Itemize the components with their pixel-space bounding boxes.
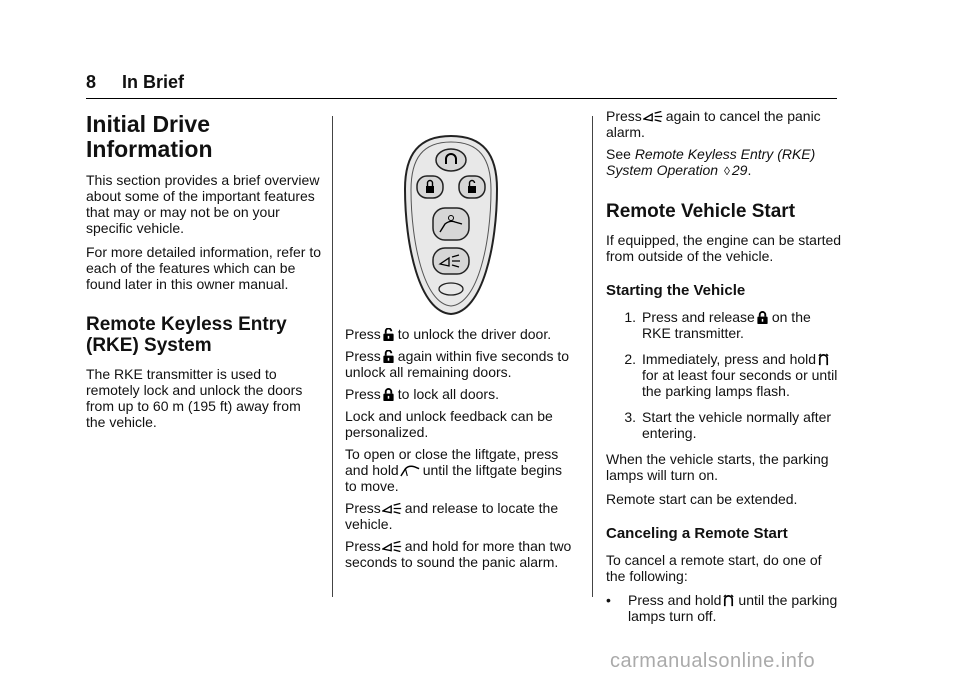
initial-drive-heading: Initial Drive Information	[86, 111, 213, 162]
page-ref-icon: ◊	[723, 164, 730, 178]
rke-heading: Remote Keyless Entry (RKE) System	[86, 314, 287, 356]
page-number: 8	[86, 72, 97, 92]
rke-operation-link[interactable]: Remote Keyless Entry (RKE) System Operation	[606, 146, 816, 178]
section-title: In Brief	[122, 72, 185, 92]
list-item: 2. Immediately, press and holdfor at least four seconds or until the parking lamps flash.	[624, 351, 838, 399]
remote-start-icon	[722, 594, 735, 607]
locate-text: Press and release to locate the vehicle.	[345, 500, 559, 532]
column-1	[86, 108, 322, 438]
key-fob-illustration	[403, 134, 499, 316]
remote-start-heading: Remote Vehicle Start	[606, 201, 796, 222]
column-divider-1	[332, 116, 333, 597]
remote-start-paragraph: If equipped, the engine can be started from outside of the vehicle.	[606, 232, 842, 264]
cancel-panic-text: Press again to cancel the panic alarm.	[606, 108, 821, 140]
list-item: 1. Press and release on the RKE transmitter.	[624, 309, 811, 341]
start-steps	[606, 309, 842, 441]
list-item: 3. Start the vehicle normally after entering.	[624, 409, 832, 441]
unlock-icon	[382, 328, 395, 341]
column-2	[345, 108, 577, 576]
panic-icon	[382, 540, 402, 553]
intro-paragraph: This section provides a brief overview about some of the important features that may or may not be on your specific vehicle.	[86, 172, 320, 236]
page-ref-number[interactable]: 29	[731, 162, 748, 178]
cancel-paragraph: To cancel a remote start, do one of the following:	[606, 552, 822, 584]
starts-paragraph: When the vehicle starts, the parking lamps will turn on.	[606, 451, 829, 483]
header-rule	[86, 98, 837, 99]
see-reference: See Remote Keyless Entry (RKE) System Operation ◊ 29.	[606, 146, 816, 178]
unlock-all-text: Press again within five seconds to unlock all remaining doors.	[345, 348, 570, 380]
column-3	[606, 108, 842, 632]
starting-heading: Starting the Vehicle	[606, 282, 746, 299]
lock-text: Press to lock all doors.	[345, 386, 499, 402]
rke-paragraph: The RKE transmitter is used to remotely lock and unlock the doors from up to 60 m (195 ft) away from the vehicle.	[86, 366, 303, 430]
column-divider-2	[592, 116, 593, 597]
page-header	[86, 72, 184, 93]
panic-icon	[643, 110, 663, 123]
alarm-text: Press and hold for more than two seconds to sound the panic alarm.	[345, 538, 572, 570]
liftgate-icon	[400, 464, 420, 477]
more-info-paragraph: For more detailed information, refer to each of the features which can be found later in this owner manual.	[86, 244, 321, 292]
watermark: carmanualsonline.info	[610, 650, 816, 672]
cancel-heading: Canceling a Remote Start	[606, 525, 788, 542]
extend-paragraph: Remote start can be extended.	[606, 491, 798, 507]
lock-icon	[382, 388, 395, 401]
unlock-icon	[382, 350, 395, 363]
panic-icon	[382, 502, 402, 515]
list-item: • Press and hold until the parking lamps turn off.	[606, 592, 838, 624]
unlock-driver-text: Press to unlock the driver door.	[345, 326, 552, 342]
remote-start-icon	[817, 353, 830, 366]
lock-icon	[756, 311, 769, 324]
feedback-text: Lock and unlock feedback can be personalized.	[345, 408, 553, 440]
liftgate-text: To open or close the liftgate, press and hold until the liftgate begins to move.	[345, 446, 563, 494]
